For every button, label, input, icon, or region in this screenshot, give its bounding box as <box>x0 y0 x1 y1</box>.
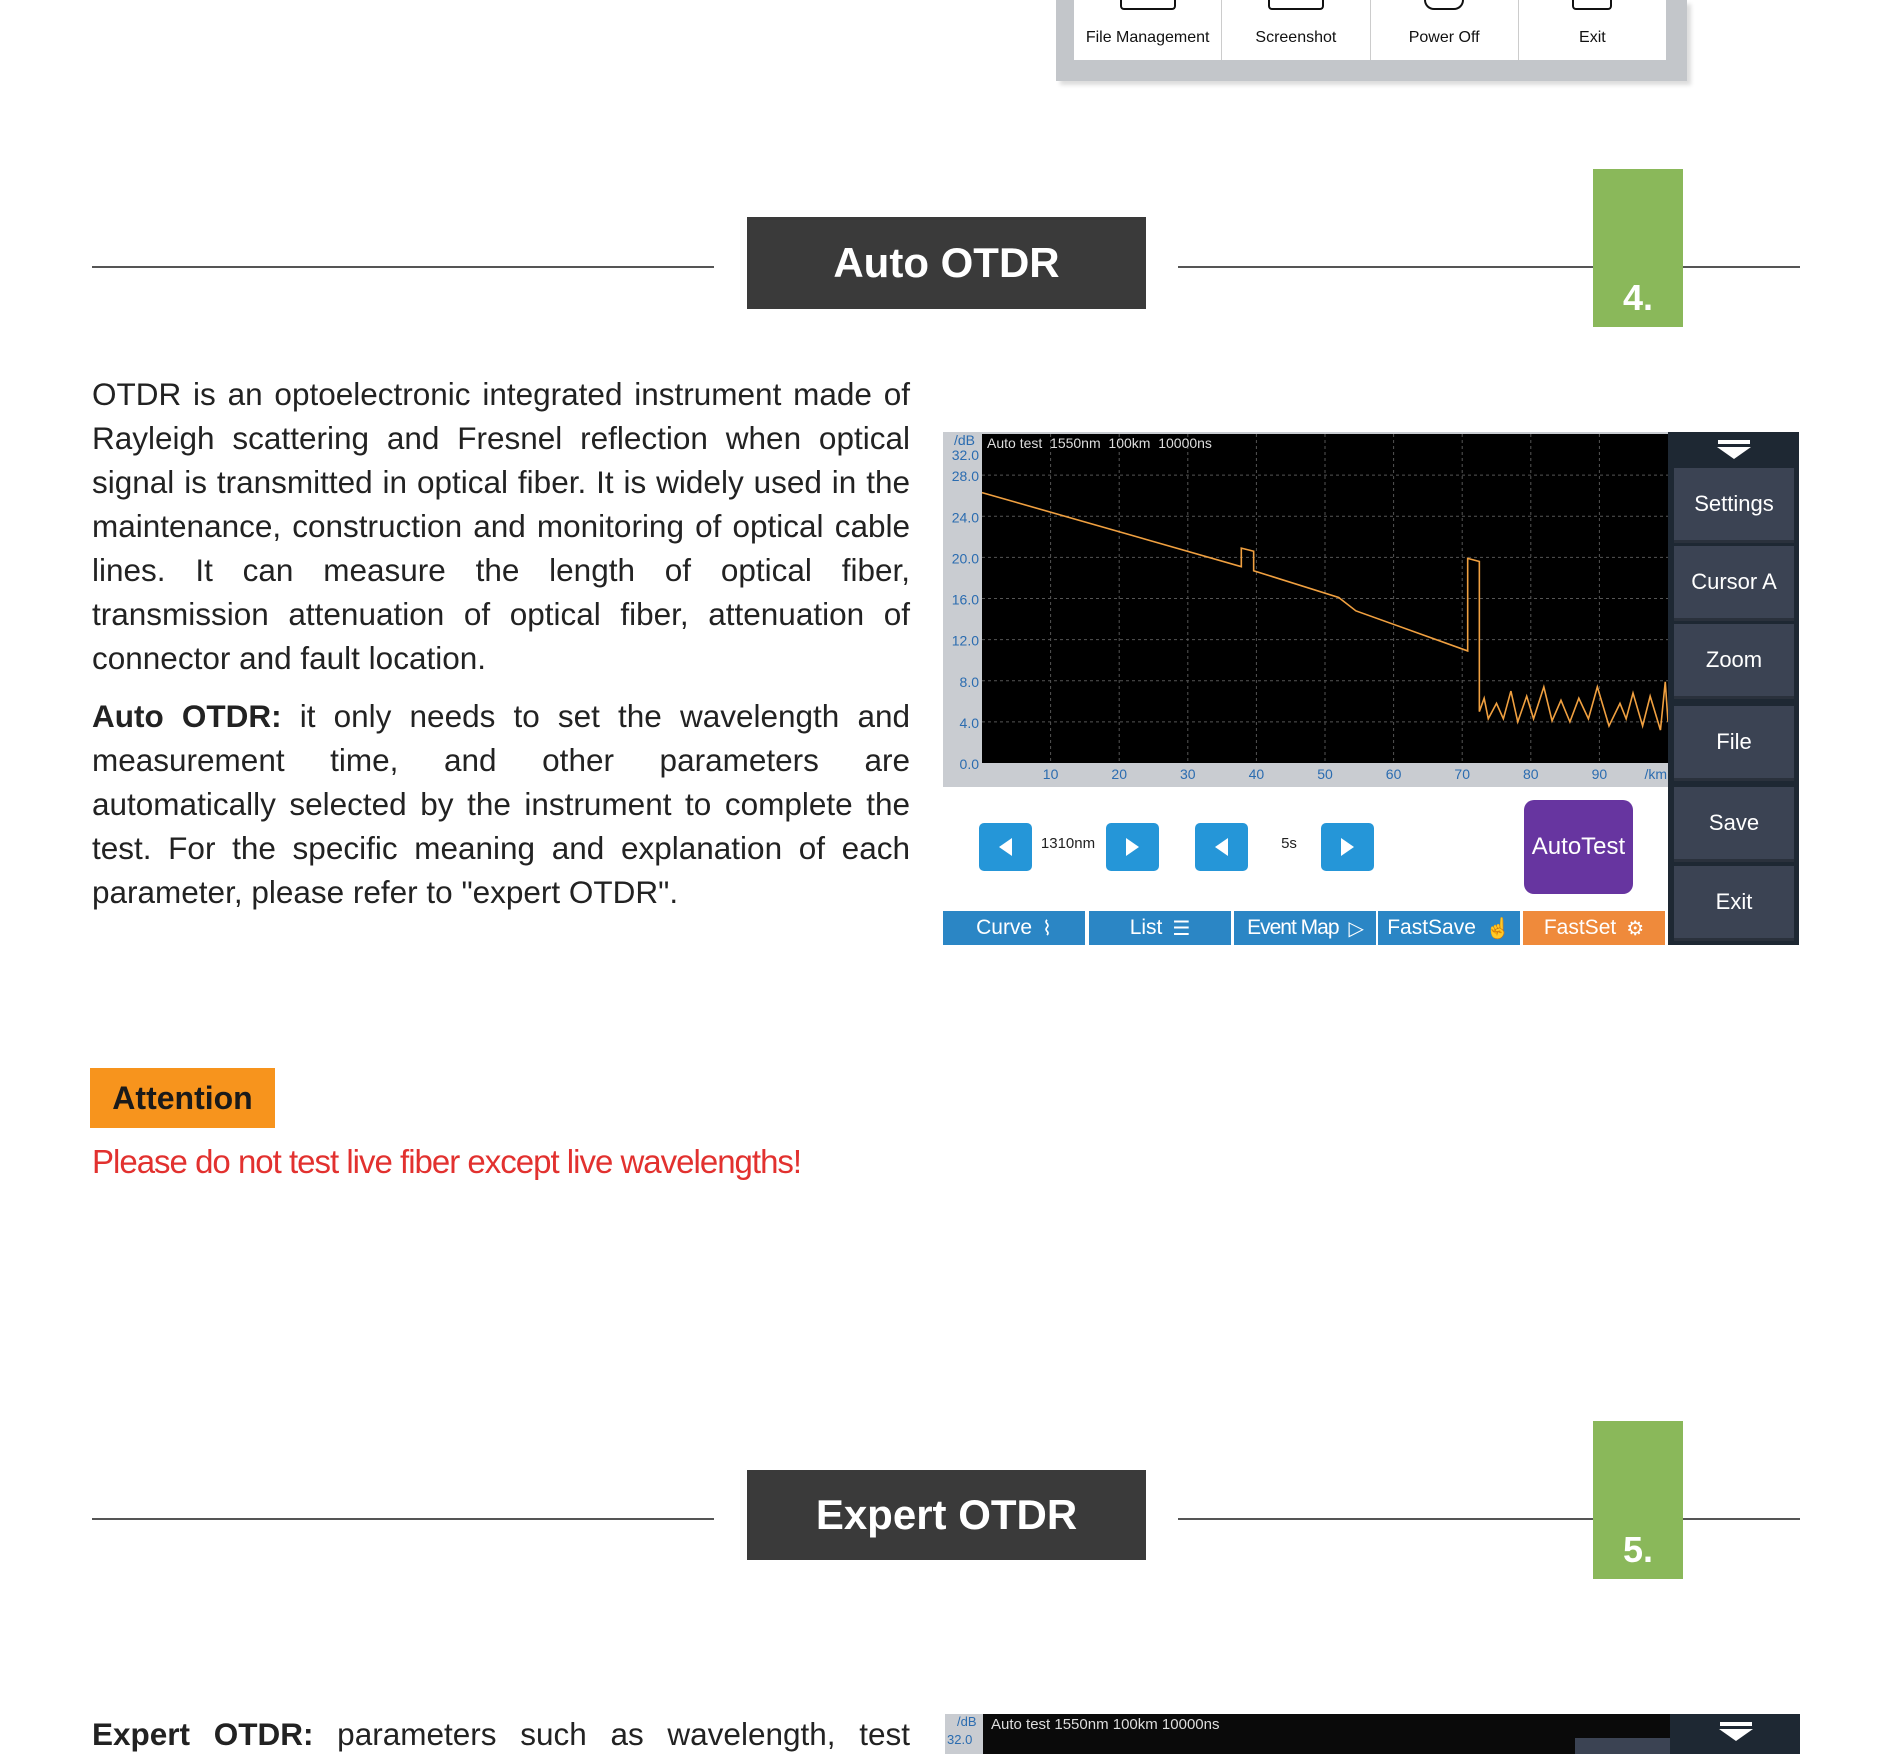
divider <box>92 266 714 268</box>
x-tick-label: 90 <box>1591 766 1608 782</box>
attention-badge: Attention <box>90 1068 275 1128</box>
tab-label: FastSet <box>1543 916 1617 939</box>
exit-button[interactable]: Exit <box>1674 866 1794 941</box>
tab-fastsave[interactable] <box>1378 911 1520 945</box>
wavelength-value: 1310nm <box>1040 835 1096 852</box>
intro-paragraph: OTDR is an optoelectronic integrated instrument made of Rayleigh scattering and Fresnel reflection when optical signal is transmitted in optical fiber. It is widely used in the maintenance, construction and monitoring of optical cable lines. It can measure the length of optical fiber, transmission attenuation of optical fiber, attenuation of connector and fault location. <box>92 376 910 676</box>
x-tick-label: 20 <box>1111 766 1127 782</box>
tab-event-map[interactable] <box>1234 911 1376 945</box>
chevron-down-icon[interactable] <box>1719 1729 1753 1741</box>
power-off-button[interactable]: Power Off <box>1371 0 1519 60</box>
right-arrow-icon <box>1341 838 1354 856</box>
section-number: 5. <box>1593 1421 1683 1579</box>
y-tick-label: 12.0 <box>951 632 979 649</box>
intro-text <box>92 372 910 930</box>
tab-label: FastSave <box>1387 916 1476 939</box>
file-management-button[interactable]: File Management <box>1074 0 1222 60</box>
y-tick-label: 28.0 <box>951 468 979 485</box>
section-title: Auto OTDR <box>747 217 1146 309</box>
trace-header: Auto test 1550nm 100km 10000ns <box>987 435 1212 451</box>
section-title: Expert OTDR <box>747 1470 1146 1560</box>
curve-icon: ⌇ <box>1042 917 1052 940</box>
tab-curve[interactable] <box>943 911 1085 945</box>
y-tick-label: 4.0 <box>959 714 979 731</box>
duration-prev-button[interactable] <box>1195 823 1248 871</box>
save-button[interactable]: Save <box>1674 787 1794 862</box>
definition: it only needs to set the wavelength and measurement time, and other parameters are automatically selected by the instrument to complete the test. For the specific meaning and explanation of each parameter, please refer to "expert OTDR". <box>92 698 911 910</box>
x-unit-label: /km <box>1644 766 1667 782</box>
otdr-trace-chart <box>943 432 1668 787</box>
y-tick-label: 16.0 <box>951 591 979 608</box>
screenshot-button[interactable]: Screenshot <box>1222 0 1370 60</box>
x-tick-label: 50 <box>1317 766 1333 782</box>
cursor-info-box <box>1575 1738 1671 1754</box>
tab-fastset[interactable] <box>1523 911 1665 945</box>
file-button[interactable]: File <box>1674 706 1794 781</box>
list-icon: ☰ <box>1172 917 1191 940</box>
section-number: 4. <box>1593 169 1683 327</box>
autotest-button[interactable]: AutoTest <box>1524 800 1633 894</box>
x-tick-label: 40 <box>1248 766 1265 782</box>
hand-icon: ☝ <box>1485 917 1511 940</box>
term: Auto OTDR: <box>92 698 282 734</box>
warning-text: Please do not test live fiber except live wavelengths! <box>92 1143 802 1180</box>
left-arrow-icon <box>1215 838 1228 856</box>
y-unit-label: /dB <box>954 432 976 448</box>
gear-icon: ⚙ <box>1626 917 1645 940</box>
x-tick-label: 60 <box>1385 766 1402 782</box>
settings-button[interactable]: Settings <box>1674 468 1794 543</box>
right-arrow-icon <box>1126 838 1139 856</box>
divider <box>1178 1518 1800 1520</box>
folder-icon <box>1120 0 1176 10</box>
y-unit: /dB <box>957 1714 977 1729</box>
event-map-icon: ▷ <box>1348 917 1363 940</box>
trace-header: Auto test 1550nm 100km 10000ns <box>991 1716 1220 1733</box>
duration-value: 5s <box>1281 835 1297 852</box>
cursor-a-button[interactable]: Cursor A <box>1674 546 1794 621</box>
x-tick-label: 30 <box>1180 766 1196 782</box>
power-icon <box>1424 0 1464 10</box>
y-tick-label: 20.0 <box>951 550 979 567</box>
tab-list[interactable] <box>1089 911 1231 945</box>
tab-label: List <box>1129 916 1163 939</box>
exit-icon <box>1572 0 1612 10</box>
divider <box>92 1518 714 1520</box>
y-tick-label: 24.0 <box>951 509 979 526</box>
collapse-bar <box>1720 1722 1752 1726</box>
x-tick-label: 70 <box>1454 766 1470 782</box>
expert-paragraph <box>92 1712 910 1756</box>
auto-otdr-paragraph <box>92 694 910 914</box>
tab-label: Curve <box>976 916 1033 939</box>
expert-otdr-screen <box>945 1714 1800 1754</box>
y-tick: 32.0 <box>947 1732 973 1747</box>
collapse-bar <box>1718 440 1750 444</box>
y-tick-label: 0.0 <box>959 756 979 772</box>
tab-label: Event Map <box>1247 916 1339 939</box>
definition: parameters such as wavelength, test <box>313 1716 911 1752</box>
x-tick-label: 10 <box>1042 766 1059 782</box>
left-arrow-icon <box>999 838 1012 856</box>
camera-icon <box>1268 0 1324 10</box>
y-tick-label: 8.0 <box>959 673 979 690</box>
wavelength-prev-button[interactable] <box>979 823 1032 871</box>
exit-button[interactable]: Exit <box>1519 0 1666 60</box>
divider <box>1178 266 1800 268</box>
zoom-button[interactable]: Zoom <box>1674 624 1794 699</box>
system-menu-panel <box>1056 0 1687 81</box>
side-menu <box>1670 1714 1800 1754</box>
wavelength-next-button[interactable] <box>1106 823 1159 871</box>
x-tick-label: 80 <box>1523 766 1539 782</box>
duration-next-button[interactable] <box>1321 823 1374 871</box>
y-tick-label: 32.0 <box>951 447 979 463</box>
otdr-screen <box>943 432 1799 945</box>
term: Expert OTDR: <box>92 1716 314 1752</box>
chevron-down-icon[interactable] <box>1717 447 1751 459</box>
side-menu <box>1668 432 1799 945</box>
trace-panel <box>943 432 1668 787</box>
